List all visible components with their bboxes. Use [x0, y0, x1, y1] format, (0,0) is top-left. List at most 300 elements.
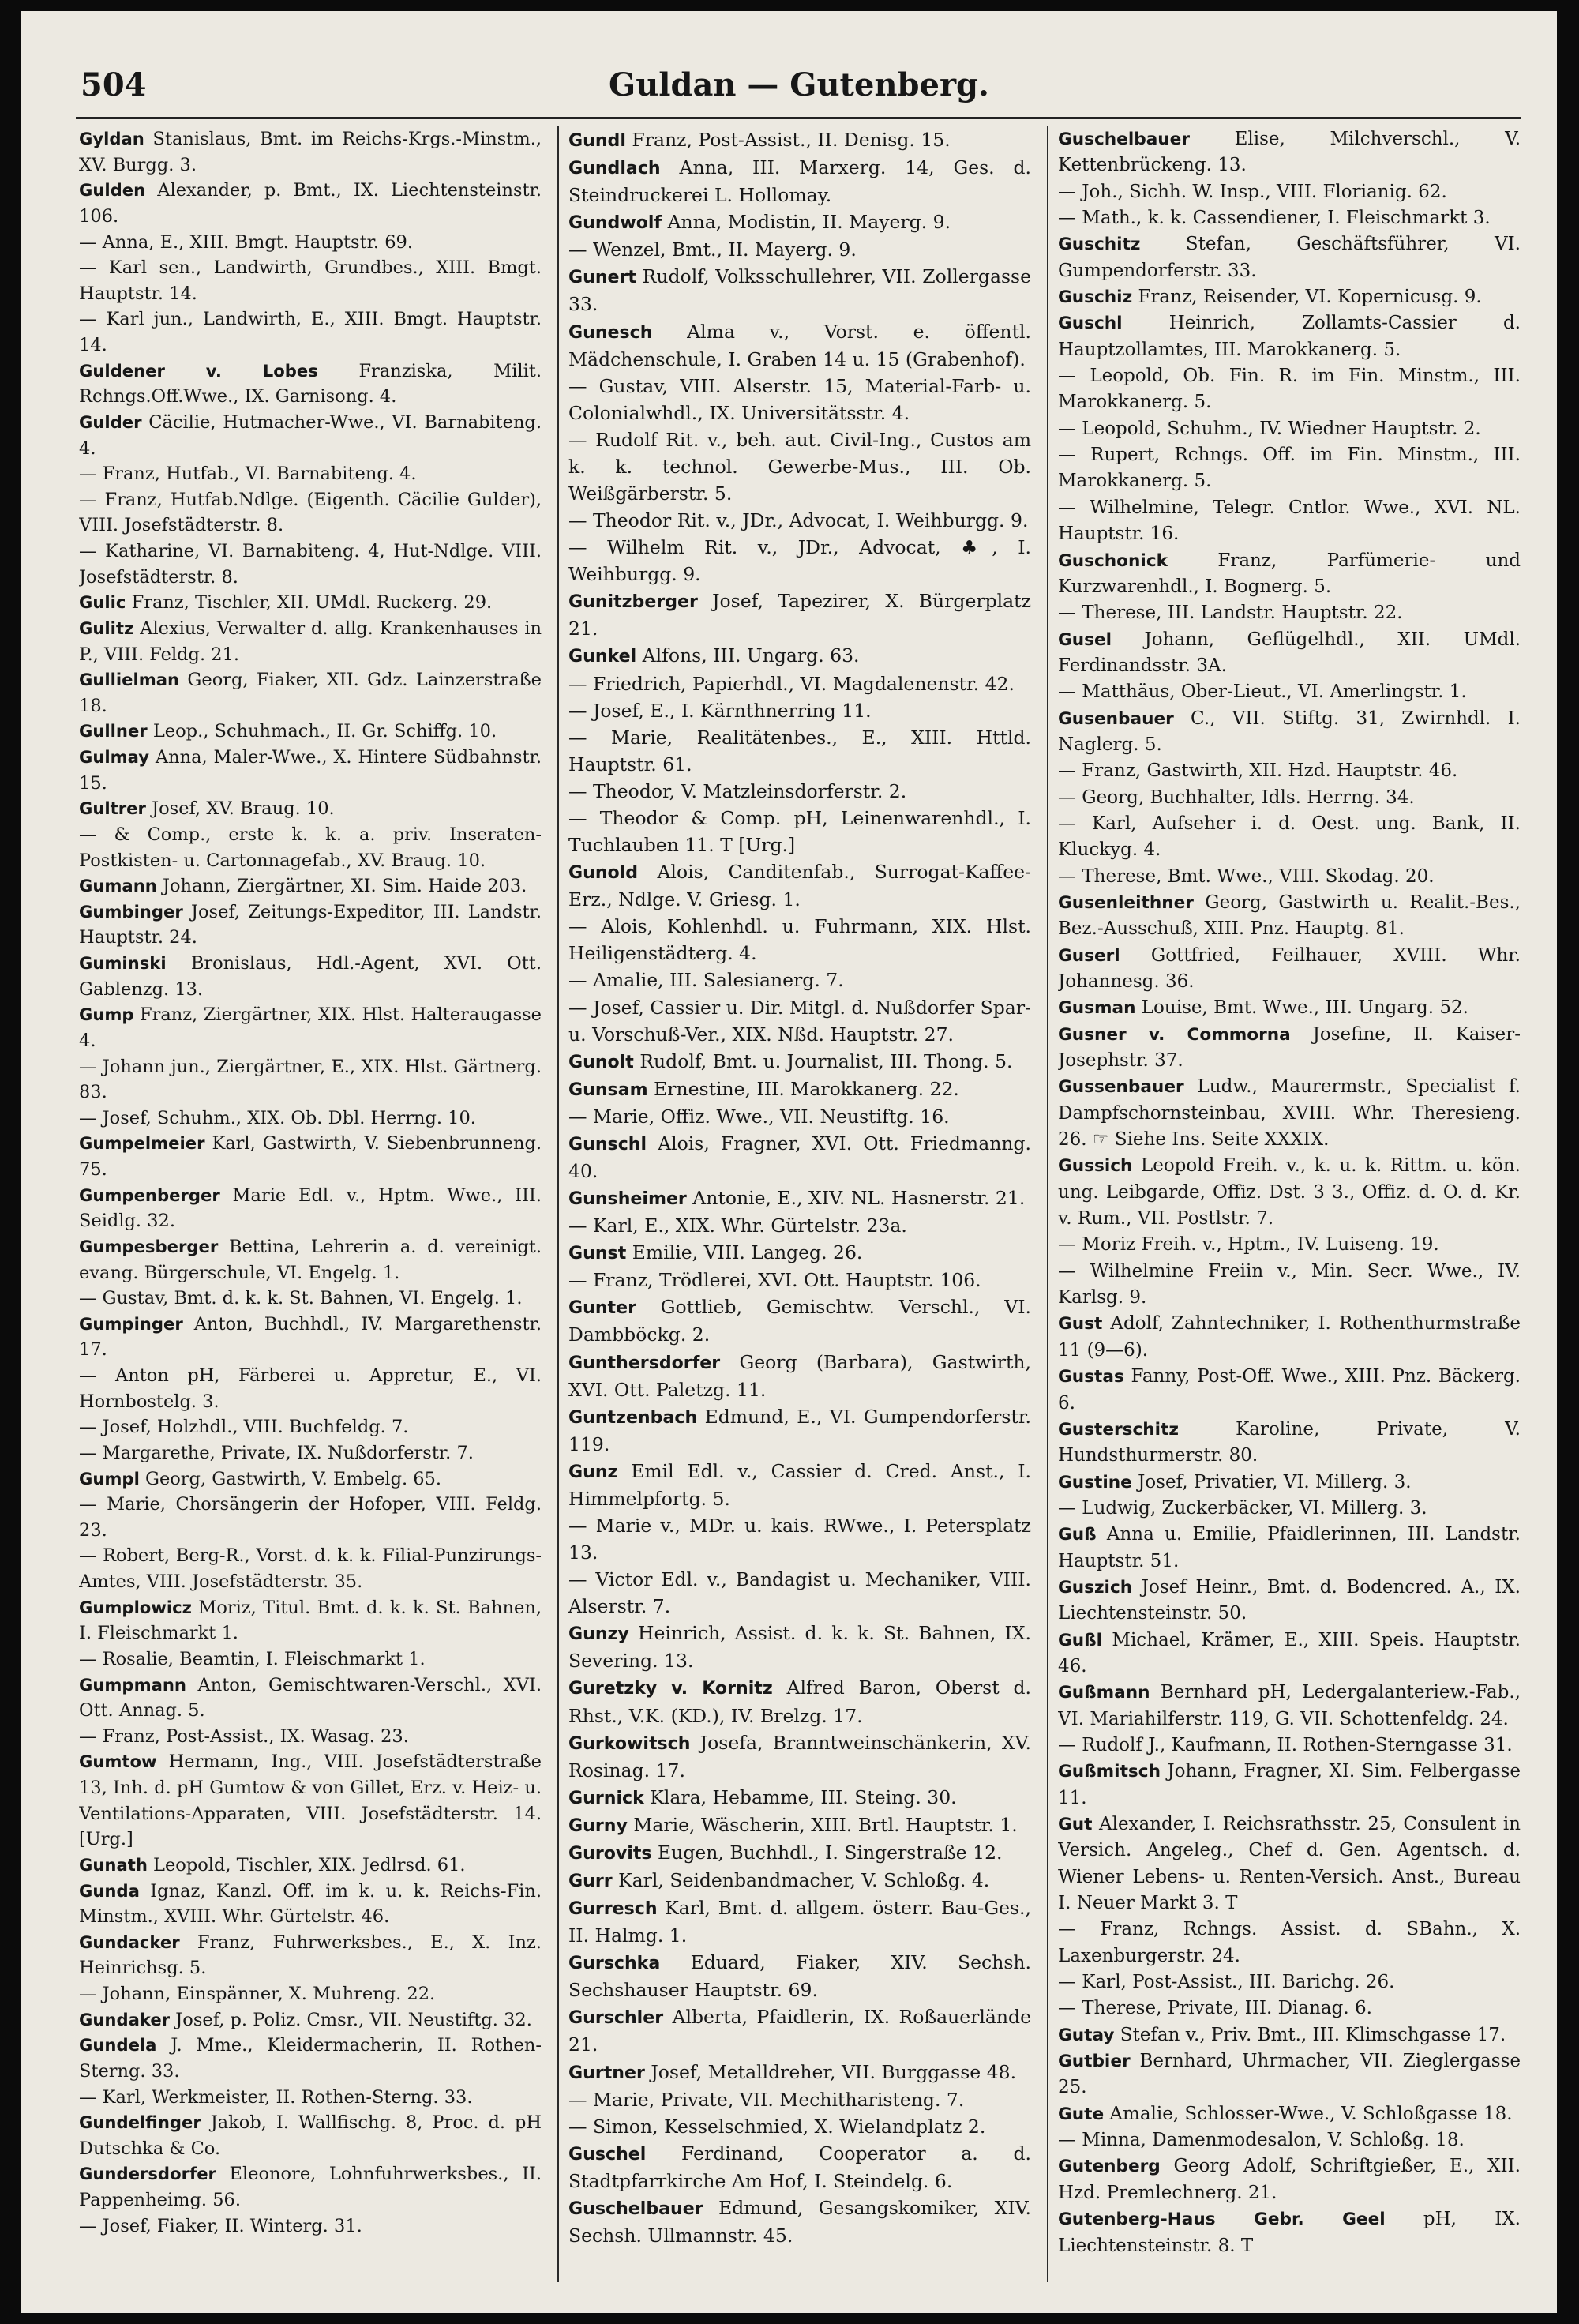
- directory-entry: [1058, 995, 1521, 1021]
- entry-details: — Franz, Hutfab.Ndlge. (Eigenth. Cäcilie Gulder), VIII. Josefstädterstr. 8.: [79, 489, 542, 536]
- entry-details: Adolf, Zahntechniker, I. Rothenthurmstraße 11 (9—6).: [1058, 1313, 1521, 1361]
- entry-details: Cäcilie, Hutmacher-Wwe., VI. Barnabiteng. 4.: [79, 411, 542, 459]
- entry-surname: Gurr: [568, 1871, 613, 1891]
- directory-entry: [568, 805, 1031, 858]
- entry-details: — Franz, Post-Assist., IX. Wasag. 23.: [79, 1725, 409, 1747]
- entry-surname: Guschiz: [1058, 287, 1133, 308]
- directory-entry: [568, 1729, 1031, 1784]
- directory-entry: [568, 1239, 1031, 1267]
- entry-surname: Gustas: [1058, 1367, 1124, 1387]
- entry-surname: Gulitz: [79, 618, 134, 638]
- entry-details: Rudolf, Volksschullehrer, VII. Zollergasse 33.: [568, 265, 1031, 316]
- entry-details: — Friedrich, Papierhdl., VI. Magdalenenstr. 42.: [568, 672, 1015, 695]
- directory-entry: [79, 1312, 542, 1363]
- entry-details: Karl, Bmt. d. allgem. österr. Bau-Ges., II. Halmg. 1.: [568, 1897, 1031, 1947]
- directory-entry: [79, 1183, 542, 1234]
- directory-entry: [1058, 2101, 1521, 2127]
- entry-details: Georg, Fiaker, XII. Gdz. Lainzerstraße 18.: [79, 670, 542, 716]
- directory-entry: [568, 913, 1031, 967]
- entry-details: — Joh., Sichh. W. Insp., VIII. Florianig. 62.: [1058, 181, 1447, 202]
- entry-details: Heinrich, Assist. d. k. k. St. Bahnen, IX. Severing. 13.: [568, 1622, 1031, 1673]
- directory-entry: [79, 1724, 542, 1750]
- directory-entry: [1058, 1995, 1521, 2022]
- entry-surname: Gump: [79, 1004, 134, 1025]
- directory-entry: [568, 208, 1031, 236]
- entry-details: Anna u. Emilie, Pfaidlerinnen, III. Landstr. Hauptstr. 51.: [1058, 1524, 1521, 1571]
- entry-details: — Anna, E., XIII. Bmgt. Hauptstr. 69.: [79, 231, 414, 253]
- entry-details: Michael, Krämer, E., XIII. Speis. Hauptstr. 46.: [1058, 1629, 1521, 1676]
- entry-details: Georg, Gastwirth u. Realit.-Bes., Bez.-Ausschuß, XIII. Pnz. Hauptg. 81.: [1058, 892, 1521, 940]
- directory-entry: [79, 1646, 542, 1673]
- entry-surname: Gussich: [1058, 1156, 1133, 1177]
- entry-surname: Gusel: [1058, 629, 1112, 650]
- directory-entry: [1058, 1522, 1521, 1575]
- entry-details: — Therese, III. Landstr. Hauptstr. 22.: [1058, 603, 1403, 624]
- entry-surname: Guschl: [1058, 313, 1123, 334]
- entry-surname: Gunkel: [568, 646, 637, 667]
- entry-details: Rudolf, Bmt. u. Journalist, III. Thong. 5.: [633, 1049, 1013, 1072]
- entry-surname: Gutbier: [1058, 2052, 1131, 2072]
- entry-surname: Gussenbauer: [1058, 1077, 1184, 1098]
- entry-details: — Rupert, Rchngs. Off. im Fin. Minstm., III. Marokkanerg. 5.: [1058, 445, 1521, 492]
- entry-details: C., VII. Stiftg. 31, Zwirnhdl. I. Naglerg. 5.: [1058, 708, 1521, 755]
- directory-entry: [1058, 126, 1521, 179]
- entry-details: Klara, Hebamme, III. Steing. 30.: [643, 1785, 957, 1808]
- directory-entry: [79, 1466, 542, 1492]
- entry-details: — Rudolf Rit. v., beh. aut. Civil-Ing., Custos am k. k. technol. Gewerbe-Mus., III. Ob. Weißgärberstr. 5.: [568, 428, 1031, 505]
- entry-details: — Therese, Bmt. Wwe., VIII. Skodag. 20.: [1058, 865, 1435, 887]
- directory-entry: [568, 263, 1031, 317]
- entry-details: Anna, Modistin, II. Mayerg. 9.: [662, 211, 951, 234]
- entry-details: pH, IX. Liechtensteinstr. 8. T: [1058, 2209, 1521, 2256]
- directory-entry: [79, 1673, 542, 1724]
- entry-details: Josefa, Branntweinschänkerin, XV. Rosinag. 17.: [568, 1731, 1031, 1781]
- directory-entry: [79, 2007, 542, 2033]
- entry-details: — Rudolf J., Kaufmann, II. Rothen-Sterngasse 31.: [1058, 1734, 1513, 1755]
- entry-surname: Guschel: [568, 2143, 647, 2164]
- directory-entry: [1058, 179, 1521, 205]
- directory-entry: [1058, 2048, 1521, 2101]
- entry-details: Franz, Tischler, XII. UMdl. Ruckerg. 29.: [126, 592, 493, 614]
- entry-details: Anna, III. Marxerg. 14, Ges. d. Steindruckerei L. Hollomay.: [568, 156, 1031, 207]
- directory-entry: [1058, 1259, 1521, 1312]
- entry-surname: Gust: [1058, 1314, 1103, 1335]
- entry-surname: Gundela: [79, 2035, 157, 2056]
- entry-surname: Gußl: [1058, 1630, 1103, 1650]
- directory-entry: [1058, 600, 1521, 626]
- directory-entry: [79, 2161, 542, 2213]
- directory-entry: [79, 745, 542, 796]
- directory-entry: [79, 1054, 542, 1106]
- directory-entry: [568, 858, 1031, 913]
- entry-details: Georg (Barbara), Gastwirth, XVI. Ott. Paletzg. 11.: [568, 1350, 1031, 1401]
- entry-details: Antonie, E., XIV. NL. Hasnerstr. 21.: [686, 1187, 1026, 1210]
- entry-surname: Gutay: [1058, 2025, 1115, 2045]
- directory-entry: [79, 1853, 542, 1879]
- entry-surname: Gundaker: [79, 2009, 171, 2029]
- entry-details: — Moriz Freih. v., Hptm., IV. Luiseng. 19.: [1058, 1234, 1439, 1256]
- entry-surname: Guretzky v. Kornitz: [568, 1678, 773, 1699]
- entry-details: Bernhard pH, Ledergalanteriew.-Fab., VI. Mariahilferstr. 119, G. VII. Schottenfeldg. 24.: [1058, 1682, 1521, 1729]
- directory-entry: [1058, 205, 1521, 231]
- entry-details: Alexander, I. Reichsrathsstr. 25, Consulent in Versich. Angeleg., Chef d. Gen. Agentsch. d. Wiener Lebens- u. Renten-Versich. Anst., Bureau I. Neuer Markt 3. T: [1058, 1814, 1521, 1914]
- directory-entry: [568, 2003, 1031, 2058]
- entry-details: Alfred Baron, Oberst d. Rhst., V.K. (KD.), IV. Brelzg. 17.: [568, 1676, 1031, 1727]
- page-number: 504: [81, 66, 147, 103]
- directory-entry: [568, 534, 1031, 588]
- entry-details: — Josef, Fiaker, II. Winterg. 31.: [79, 2215, 362, 2236]
- entry-surname: Guszich: [1058, 1577, 1133, 1598]
- entry-surname: Gusterschitz: [1058, 1419, 1179, 1440]
- entry-surname: Gultrer: [79, 798, 146, 819]
- page-header: [81, 66, 1517, 114]
- entry-details: Elise, Milchverschl., V. Kettenbrückeng. 13.: [1058, 129, 1521, 176]
- directory-entry: [79, 873, 542, 899]
- directory-entry: [79, 1002, 542, 1053]
- entry-details: — Josef, Cassier u. Dir. Mitgl. d. Nußdorfer Spar- u. Vorschuß-Ver., XIX. Nßd. Hauptstr. 27.: [568, 996, 1031, 1046]
- entry-surname: Guschonick: [1058, 550, 1168, 571]
- directory-entry: [1058, 1759, 1521, 1812]
- entry-details: Stefan, Geschäftsführer, VI. Gumpendorferstr. 33.: [1058, 234, 1521, 281]
- directory-entry: [79, 2110, 542, 2161]
- entry-details: — Marie, Chorsängerin der Hofoper, VIII. Feldg. 23.: [79, 1494, 542, 1541]
- directory-entry: [1058, 627, 1521, 680]
- entry-details: — Karl, Werkmeister, II. Rothen-Sterng. 33.: [79, 2086, 473, 2108]
- entry-details: Marie, Wäscherin, XIII. Brtl. Hauptstr. 1.: [627, 1813, 1018, 1836]
- directory-entry: [1058, 442, 1521, 495]
- directory-entry: [568, 1512, 1031, 1566]
- directory-entry: [79, 306, 542, 358]
- directory-entry: [568, 1839, 1031, 1867]
- entry-details: Louise, Bmt. Wwe., III. Ungarg. 52.: [1135, 997, 1468, 1019]
- directory-entry: [79, 461, 542, 487]
- entry-surname: Gunsam: [568, 1079, 648, 1100]
- entry-details: Franz, Ziergärtner, XIX. Hlst. Halteraugasse 4.: [79, 1004, 542, 1051]
- directory-entry: [1058, 416, 1521, 442]
- entry-details: — Karl, E., XIX. Whr. Gürtelstr. 23a.: [568, 1215, 907, 1237]
- entry-details: Josef Heinr., Bmt. d. Bodencred. A., IX. Liechtensteinstr. 50.: [1058, 1576, 1521, 1624]
- directory-entry: [1058, 1628, 1521, 1680]
- directory-entry: [568, 588, 1031, 642]
- entry-details: — Karl, Aufseher i. d. Oest. ung. Bank, II. Kluckyg. 4.: [1058, 813, 1521, 861]
- entry-details: Ernestine, III. Marokkanerg. 22.: [647, 1077, 959, 1100]
- entry-details: Stefan v., Priv. Bmt., III. Klimschgasse 17.: [1114, 2024, 1506, 2045]
- entry-surname: Gundl: [568, 130, 626, 151]
- directory-entry: [1058, 1969, 1521, 1995]
- directory-entry: [568, 1812, 1031, 1839]
- directory-entry: [1058, 2153, 1521, 2206]
- directory-entry: [568, 1894, 1031, 1949]
- entry-details: Amalie, Schlosser-Wwe., V. Schloßgasse 18.: [1104, 2103, 1513, 2124]
- directory-entry: [79, 1492, 542, 1543]
- entry-details: Anton, Gemischtwaren-Verschl., XVI. Ott. Annag. 5.: [79, 1674, 542, 1721]
- directory-entry: [568, 1185, 1031, 1212]
- column-3: [1058, 126, 1521, 2282]
- entry-surname: Guschelbauer: [1058, 130, 1190, 149]
- entry-surname: Gunert: [568, 267, 636, 288]
- entry-details: Leop., Schuhmach., II. Gr. Schiffg. 10.: [147, 721, 497, 742]
- entry-details: — Leopold, Ob. Fin. R. im Fin. Minstm., III. Marokkanerg. 5.: [1058, 366, 1521, 413]
- directory-entry: [568, 1949, 1031, 2003]
- entry-details: Ferdinand, Cooperator a. d. Stadtpfarrkirche Am Hof, I. Steindelg. 6.: [568, 2142, 1031, 2192]
- entry-details: Leopold, Tischler, XIX. Jedlrsd. 61.: [147, 1854, 466, 1875]
- entry-details: — Gustav, VIII. Alserstr. 15, Material-Farb- u. Colonialwhdl., IX. Universitätsstr. 4.: [568, 374, 1031, 424]
- directory-entry: [1058, 890, 1521, 943]
- entry-surname: Gundlach: [568, 158, 661, 179]
- entry-details: — Wilhelm Rit. v., JDr., Advocat, ♣, I. Weihburgg. 9.: [568, 536, 1031, 586]
- directory-entry: [568, 1212, 1031, 1239]
- column-divider: [1047, 126, 1048, 2282]
- entry-surname: Gurovits: [568, 1842, 652, 1864]
- entry-surname: Gumpinger: [79, 1313, 183, 1334]
- entry-surname: Gußmann: [1058, 1683, 1150, 1703]
- directory-entry: [79, 1286, 542, 1312]
- entry-details: — Margarethe, Private, IX. Nußdorferstr. 7.: [79, 1442, 474, 1463]
- entry-surname: Gurschler: [568, 2007, 664, 2029]
- directory-entry: [1058, 1680, 1521, 1733]
- entry-details: Anna, Maler-Wwe., X. Hintere Südbahnstr. 15.: [79, 747, 542, 794]
- entry-details: Karl, Seidenbandmacher, V. Schloßg. 4.: [612, 1869, 990, 1891]
- directory-entry: [1058, 1364, 1521, 1417]
- entry-details: Josef, XV. Braug. 10.: [145, 798, 335, 820]
- directory-entry: [79, 230, 542, 256]
- entry-surname: Gulden: [79, 180, 146, 201]
- column-divider: [557, 126, 559, 2282]
- entry-details: Alfons, III. Ungarg. 63.: [636, 644, 860, 667]
- entry-surname: Gutenberg-Haus Gebr. Geel: [1058, 2209, 1386, 2230]
- entry-surname: Gullner: [79, 721, 148, 742]
- directory-entry: [79, 487, 542, 539]
- directory-entry: [1058, 943, 1521, 996]
- entry-details: Alois, Fragner, XVI. Ott. Friedmanng. 40.: [568, 1132, 1031, 1182]
- directory-entry: [1058, 2127, 1521, 2153]
- directory-entry: [568, 2140, 1031, 2194]
- directory-entry: [1058, 811, 1521, 864]
- entry-surname: Gußmitsch: [1058, 1762, 1161, 1782]
- entry-details: Josef, Tapezirer, X. Bürgerplatz 21.: [568, 590, 1031, 640]
- directory-entry: [1058, 2206, 1521, 2259]
- entry-details: Georg Adolf, Schriftgießer, E., XII. Hzd. Premlechnerg. 21.: [1058, 2156, 1521, 2203]
- directory-entry: [1058, 1232, 1521, 1258]
- entry-details: — Theodor Rit. v., JDr., Advocat, I. Weihburgg. 9.: [568, 509, 1029, 532]
- entry-details: — Marie v., MDr. u. kais. RWwe., I. Petersplatz 13.: [568, 1514, 1031, 1564]
- directory-entry: [568, 1048, 1031, 1076]
- entry-details: — Johann, Einspänner, X. Muhreng. 22.: [79, 1984, 436, 2004]
- entry-surname: Gumpenberger: [79, 1185, 220, 1205]
- directory-entry: [1058, 706, 1521, 759]
- entry-details: — Wilhelmine, Telegr. Cntlor. Wwe., XVI. NL. Hauptstr. 16.: [1058, 497, 1521, 545]
- directory-entry: [568, 697, 1031, 724]
- directory-entry: [568, 1784, 1031, 1812]
- directory-entry: [1058, 231, 1521, 284]
- directory-entry: [568, 778, 1031, 805]
- directory-entry: [568, 2194, 1031, 2249]
- entry-surname: Gunesch: [568, 321, 653, 343]
- entry-details: Franz, Parfümerie- und Kurzwarenhdl., I. Bognerg. 5.: [1058, 550, 1521, 597]
- entry-surname: Gut: [1058, 1815, 1093, 1834]
- entry-surname: Gute: [1058, 2104, 1105, 2124]
- entry-surname: Guschitz: [1058, 235, 1141, 255]
- entry-surname: Gusenleithner: [1058, 892, 1194, 913]
- entry-surname: Gunath: [79, 1854, 148, 1875]
- entry-details: Gottfried, Feilhauer, XVIII. Whr. Johannesg. 36.: [1058, 944, 1521, 992]
- directory-entry: [1058, 785, 1521, 811]
- directory-entry: [1058, 2022, 1521, 2048]
- directory-entry: [79, 1440, 542, 1466]
- entry-details: — Alois, Kohlenhdl. u. Fuhrmann, XIX. Hlst. Heiligenstädterg. 4.: [568, 915, 1031, 965]
- entry-surname: Gundwolf: [568, 212, 662, 234]
- directory-entry: [79, 616, 542, 667]
- entry-details: — Johann jun., Ziergärtner, E., XIX. Hlst. Gärtnerg. 83.: [79, 1056, 542, 1103]
- entry-details: — Josef, Schuhm., XIX. Ob. Dbl. Herrng. 10.: [79, 1107, 476, 1128]
- entry-details: — Karl sen., Landwirth, Grundbes., XIII. Bmgt. Hauptstr. 14.: [79, 257, 542, 304]
- entry-surname: Gurny: [568, 1815, 628, 1836]
- entry-details: — Victor Edl. v., Bandagist u. Mechaniker, VIII. Alserstr. 7.: [568, 1568, 1031, 1618]
- directory-entry: [79, 539, 542, 590]
- entry-surname: Gurtner: [568, 2062, 645, 2083]
- entry-surname: Guschelbauer: [568, 2198, 703, 2219]
- directory-entry: [1058, 1022, 1521, 1075]
- directory-entry: [1058, 1153, 1521, 1232]
- directory-entry: [79, 667, 542, 719]
- directory-entry: [1058, 1496, 1521, 1522]
- entry-details: Jakob, I. Wallfischg. 8, Proc. d. pH Dutschka & Co.: [79, 2112, 542, 2159]
- directory-entry: [568, 724, 1031, 778]
- directory-entry: [568, 2059, 1031, 2086]
- directory-entry: [79, 2085, 542, 2111]
- directory-entry: [568, 1674, 1031, 1729]
- entry-surname: Guserl: [1058, 945, 1120, 966]
- entry-details: Alexius, Verwalter d. allg. Krankenhauses in P., VIII. Feldg. 21.: [79, 618, 542, 665]
- entry-details: — Katharine, VI. Barnabiteng. 4, Hut-Ndlge. VIII. Josefstädterstr. 8.: [79, 541, 542, 588]
- directory-entry: [79, 410, 542, 461]
- entry-details: Alexander, p. Bmt., IX. Liechtensteinstr. 106.: [79, 180, 542, 227]
- entry-surname: Gumpmann: [79, 1674, 186, 1695]
- entry-details: Moriz, Titul. Bmt. d. k. k. St. Bahnen, I. Fleischmarkt 1.: [79, 1597, 542, 1644]
- header-rule: [76, 117, 1521, 119]
- entry-details: — Josef, E., I. Kärnthnerring 11.: [568, 699, 872, 722]
- directory-entry: [568, 1566, 1031, 1620]
- entry-details: — & Comp., erste k. k. a. priv. Inseraten-Postkisten- u. Cartonnagefab., XV. Braug. 10.: [79, 824, 542, 871]
- directory-entry: [568, 1267, 1031, 1293]
- entry-details: Franziska, Milit. Rchngs.Off.Wwe., IX. Garnisong. 4.: [79, 360, 542, 407]
- entry-surname: Guntzenbach: [568, 1406, 698, 1428]
- entry-details: Ignaz, Kanzl. Off. im k. u. k. Reichs-Fin. Minstm., XVIII. Whr. Gürtelstr. 46.: [79, 1880, 542, 1928]
- entry-details: Franz, Post-Assist., II. Denisg. 15.: [625, 129, 951, 151]
- entry-surname: Gusenbauer: [1058, 708, 1174, 729]
- entry-details: Emilie, VIII. Langeg. 26.: [626, 1241, 863, 1264]
- directory-entry: [79, 1543, 542, 1594]
- entry-details: Josef, Privatier, VI. Millerg. 3.: [1131, 1471, 1412, 1492]
- entry-surname: Gumtow: [79, 1751, 157, 1772]
- entry-surname: Gullielman: [79, 670, 180, 690]
- entry-details: J. Mme., Kleidermacherin, II. Rothen-Sterng. 33.: [79, 2035, 542, 2082]
- entry-surname: Gundacker: [79, 1932, 180, 1952]
- entry-surname: Gundelfinger: [79, 2112, 201, 2133]
- directory-entry: [568, 1403, 1031, 1458]
- directory-entry: [79, 796, 542, 822]
- entry-details: — Math., k. k. Cassendiener, I. Fleischmarkt 3.: [1058, 208, 1491, 229]
- entry-surname: Gunolt: [568, 1051, 634, 1072]
- directory-entry: [1058, 363, 1521, 416]
- directory-entry: [79, 1879, 542, 1930]
- column-1: [79, 126, 542, 2282]
- directory-entry: [79, 178, 542, 229]
- entry-details: — Franz, Hutfab., VI. Barnabiteng. 4.: [79, 464, 417, 485]
- directory-entry: [79, 1930, 542, 1981]
- entry-details: Heinrich, Zollamts-Cassier d. Hauptzollamtes, III. Marokkanerg. 5.: [1058, 313, 1521, 360]
- directory-entry: [568, 1349, 1031, 1403]
- entry-details: — Leopold, Schuhm., IV. Wiedner Hauptstr. 2.: [1058, 418, 1481, 439]
- directory-entry: [1058, 1575, 1521, 1628]
- entry-surname: Gunda: [79, 1880, 140, 1901]
- entry-details: Johann, Ziergärtner, XI. Sim. Haide 203.: [156, 876, 527, 897]
- directory-entry: [79, 1749, 542, 1853]
- entry-details: Franz, Reisender, VI. Kopernicusg. 9.: [1132, 287, 1482, 308]
- entry-details: Karoline, Private, V. Hundsthurmerstr. 80.: [1058, 1418, 1521, 1466]
- entry-details: Johann, Geflügelhdl., XII. UMdl. Ferdinandsstr. 3A.: [1058, 629, 1521, 676]
- entry-details: Leopold Freih. v., k. u. k. Rittm. u. kön. ung. Leibgarde, Offiz. Dst. 3 3., Offiz. d. O. d. Kr. v. Rum., VII. Postlstr. 7.: [1058, 1155, 1521, 1230]
- directory-entry: [1058, 548, 1521, 601]
- directory-entry: [568, 154, 1031, 208]
- entry-details: Franz, Fuhrwerksbes., E., X. Inz. Heinrichsg. 5.: [79, 1932, 542, 1979]
- entry-surname: Gumpelmeier: [79, 1133, 205, 1154]
- directory-entry: [568, 1103, 1031, 1130]
- entry-surname: Gunter: [568, 1297, 636, 1319]
- entry-details: — Robert, Berg-R., Vorst. d. k. k. Filial-Punzirungs-Amtes, VIII. Josefstädterstr. 35.: [79, 1545, 542, 1592]
- entry-surname: Gumpesberger: [79, 1236, 219, 1256]
- entry-details: Eduard, Fiaker, XIV. Sechsh. Sechshauser Hauptstr. 69.: [568, 1951, 1031, 2002]
- directory-entry: [568, 642, 1031, 670]
- directory-entry: [79, 899, 542, 951]
- directory-entry: [568, 318, 1031, 373]
- entry-surname: Gumplowicz: [79, 1597, 192, 1617]
- entry-details: Ludw., Maurermstr., Specialist f. Dampfschornsteinbau, XVIII. Whr. Theresieng. 26. ☞ Siehe Ins. Seite XXXIX.: [1058, 1076, 1521, 1151]
- entry-surname: Gunitzberger: [568, 591, 698, 613]
- directory-entry: [568, 126, 1031, 154]
- entry-surname: Gyldan: [79, 129, 144, 148]
- entry-details: — Karl jun., Landwirth, E., XIII. Bmgt. Hauptstr. 14.: [79, 309, 542, 355]
- entry-details: Edmund, E., VI. Gumpendorferstr. 119.: [568, 1405, 1031, 1455]
- directory-entry: [1058, 1074, 1521, 1153]
- directory-entry: [1058, 1311, 1521, 1364]
- entry-surname: Guß: [1058, 1525, 1097, 1545]
- directory-entry: [568, 426, 1031, 507]
- directory-entry: [1058, 1917, 1521, 1969]
- entry-details: — Marie, Realitätenbes., E., XIII. Httld. Hauptstr. 61.: [568, 726, 1031, 775]
- directory-entry: [568, 1620, 1031, 1674]
- entry-details: — Karl, Post-Assist., III. Barichg. 26.: [1058, 1972, 1395, 1993]
- entry-surname: Gurkowitsch: [568, 1733, 691, 1754]
- directory-entry: [79, 1595, 542, 1646]
- directory-entry: [79, 1981, 542, 2007]
- directory-entry: [79, 2033, 542, 2084]
- entry-surname: Gunold: [568, 862, 639, 884]
- entry-details: Karl, Gastwirth, V. Siebenbrunneng. 75.: [79, 1133, 542, 1180]
- entry-details: Alberta, Pfaidlerin, IX. Roßauerlände 21.: [568, 2006, 1031, 2056]
- entry-surname: Gunsheimer: [568, 1188, 687, 1210]
- directory-entry: [568, 2113, 1031, 2140]
- entry-surname: Gunz: [568, 1461, 618, 1482]
- directory-entry: [568, 1076, 1031, 1103]
- entry-details: Hermann, Ing., VIII. Josefstädterstraße 13, Inh. d. pH Gumtow & von Gillet, Erz. v. Heiz- u. Ventilations-Apparaten, VIII. Josefstädterstr. 14. [Urg.]: [79, 1751, 542, 1850]
- column-2: [568, 126, 1031, 2282]
- directory-entry: [568, 670, 1031, 697]
- directory-entry: [1058, 495, 1521, 548]
- directory-entry: [568, 373, 1031, 426]
- directory-entry: [1058, 1470, 1521, 1496]
- entry-details: Emil Edl. v., Cassier d. Cred. Anst., I. Himmelpfortg. 5.: [568, 1459, 1031, 1510]
